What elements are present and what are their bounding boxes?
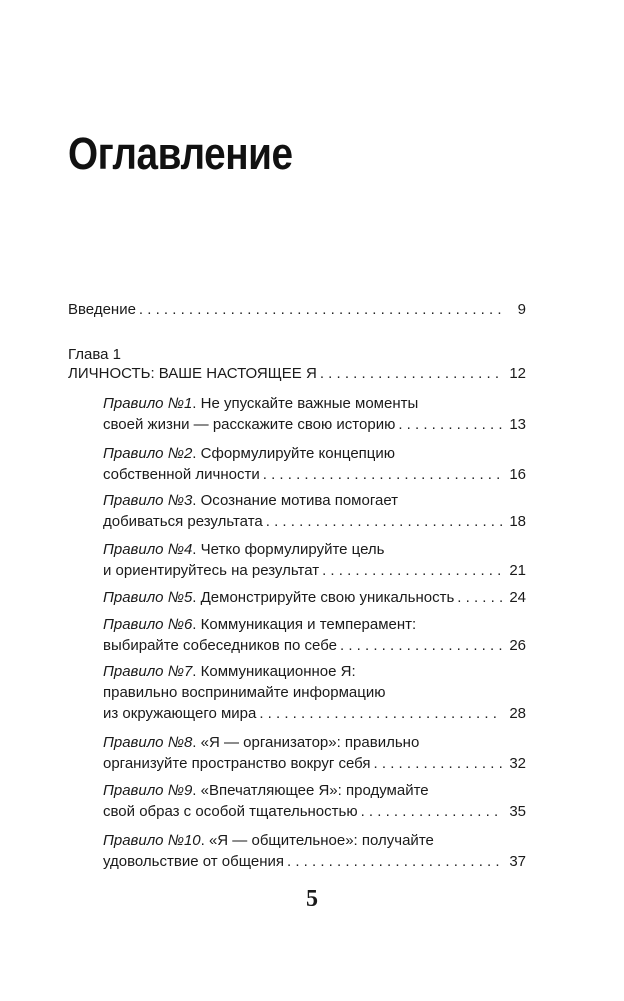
rule-number: Правило №10 (103, 832, 201, 849)
toc-entry-rule[interactable] (103, 661, 526, 724)
rule-number: Правило №2 (103, 445, 193, 462)
toc-page-number: 26 (509, 637, 526, 654)
toc-entry-rule[interactable] (103, 780, 526, 822)
chapter-label: Глава 1 (68, 346, 122, 363)
rule-number: Правило №9 (103, 782, 193, 799)
rule-last-line (103, 464, 526, 485)
toc-entry-rule[interactable] (103, 443, 526, 485)
rule-text-line: Правило №2. Сформулируйте концепцию (103, 445, 396, 462)
toc-page-number: 13 (509, 416, 526, 433)
dot-leader (266, 511, 502, 532)
rule-text-line: Правило №9. «Впечатляющее Я»: продумайте (103, 782, 429, 799)
rule-text: из окружающего мира (103, 705, 257, 722)
rule-text-line: Правило №10. «Я — общительное»: получайте (103, 832, 434, 849)
dot-leader (139, 299, 502, 320)
toc-page-number: 32 (509, 755, 526, 772)
page-title: Оглавление (68, 128, 293, 179)
toc-page-number: 18 (509, 513, 526, 530)
rule-text: «Я — организатор»: правильно (200, 734, 420, 751)
toc-page-number: 35 (509, 803, 526, 820)
rule-text: Коммуникация и темперамент: (200, 616, 417, 633)
toc-entry-intro[interactable] (68, 299, 526, 320)
rule-text: удовольствие от общения (103, 853, 284, 870)
dot-leader (374, 753, 502, 774)
dot-leader (320, 363, 502, 384)
toc-entry-rule[interactable] (103, 587, 526, 608)
rule-text: Не упускайте важные моменты (200, 395, 419, 412)
toc-page-number: 37 (509, 853, 526, 870)
rule-last-line (103, 560, 526, 581)
rule-number: Правило №3 (103, 492, 193, 509)
toc-page-number: 21 (509, 562, 526, 579)
rule-last-line (103, 511, 526, 532)
rule-number: Правило №4 (103, 541, 193, 558)
rule-text-line: Правило №3. Осознание мотива помогает (103, 492, 399, 509)
toc-entry-rule[interactable] (103, 732, 526, 774)
rule-text: Сформулируйте концепцию (200, 445, 396, 462)
toc-page-number: 28 (509, 705, 526, 722)
dot-leader (263, 464, 502, 485)
rule-last-line (103, 851, 526, 872)
rule-text: выбирайте собеседников по себе (103, 637, 337, 654)
rule-text-line: Правило №7. Коммуникационное Я: (103, 663, 356, 680)
dot-leader (287, 851, 502, 872)
rule-number: Правило №6 (103, 616, 193, 633)
toc-entry-rule[interactable] (103, 830, 526, 872)
rule-text: Правило №5. Демонстрируйте свою уникальность (103, 589, 455, 606)
rule-text: Четко формулируйте цель (200, 541, 385, 558)
rule-text-line: Правило №4. Четко формулируйте цель (103, 541, 385, 558)
toc-page-number: 12 (509, 365, 526, 382)
rule-last-line (103, 414, 526, 435)
rule-text: свой образ с особой тщательностью (103, 803, 358, 820)
rule-text: своей жизни — расскажите свою историю (103, 416, 396, 433)
dot-leader (340, 635, 502, 656)
rule-text: «Я — общительное»: получайте (208, 832, 434, 849)
rule-number: Правило №8 (103, 734, 193, 751)
toc-entry-rule[interactable] (103, 490, 526, 532)
toc-page-number: 24 (509, 589, 526, 606)
rule-last-line (103, 753, 526, 774)
rule-text-line (103, 682, 526, 703)
rule-last-line (103, 801, 526, 822)
rule-number: Правило №1 (103, 395, 193, 412)
rule-text: собственной личности (103, 466, 260, 483)
rule-text-line: Правило №8. «Я — организатор»: правильно (103, 734, 420, 751)
rule-text: организуйте пространство вокруг себя (103, 755, 371, 772)
rule-number: Правило №7 (103, 663, 193, 680)
rule-text: правильно воспринимайте информацию (103, 684, 386, 701)
toc-entry-label: Введение (68, 301, 136, 318)
toc-entry-rule[interactable] (103, 539, 526, 581)
rule-text: и ориентируйтесь на результат (103, 562, 320, 579)
rule-last-line (103, 635, 526, 656)
rule-last-line (103, 703, 526, 724)
toc-entry-rule[interactable] (103, 614, 526, 656)
toc-page-number: 9 (517, 301, 526, 318)
toc-entry-rule[interactable] (103, 393, 526, 435)
rule-text: добиваться результата (103, 513, 263, 530)
page-number: 5 (306, 886, 318, 912)
dot-leader (322, 560, 502, 581)
dot-leader (259, 703, 502, 724)
toc-page-number: 16 (509, 466, 526, 483)
rule-number: Правило №5 (103, 589, 193, 606)
dot-leader (361, 801, 502, 822)
rule-text: «Впечатляющее Я»: продумайте (200, 782, 429, 799)
rule-last-line (103, 587, 526, 608)
rule-text-line: Правило №6. Коммуникация и темперамент: (103, 616, 417, 633)
rule-text-line: Правило №1. Не упускайте важные моменты (103, 395, 419, 412)
rule-text: Коммуникационное Я: (200, 663, 356, 680)
dot-leader (457, 587, 502, 608)
dot-leader (398, 414, 502, 435)
chapter-title: ЛИЧНОСТЬ: ВАШЕ НАСТОЯЩЕЕ Я (68, 365, 317, 382)
toc-entry-chapter[interactable] (68, 363, 526, 384)
rule-text: Осознание мотива помогает (200, 492, 399, 509)
